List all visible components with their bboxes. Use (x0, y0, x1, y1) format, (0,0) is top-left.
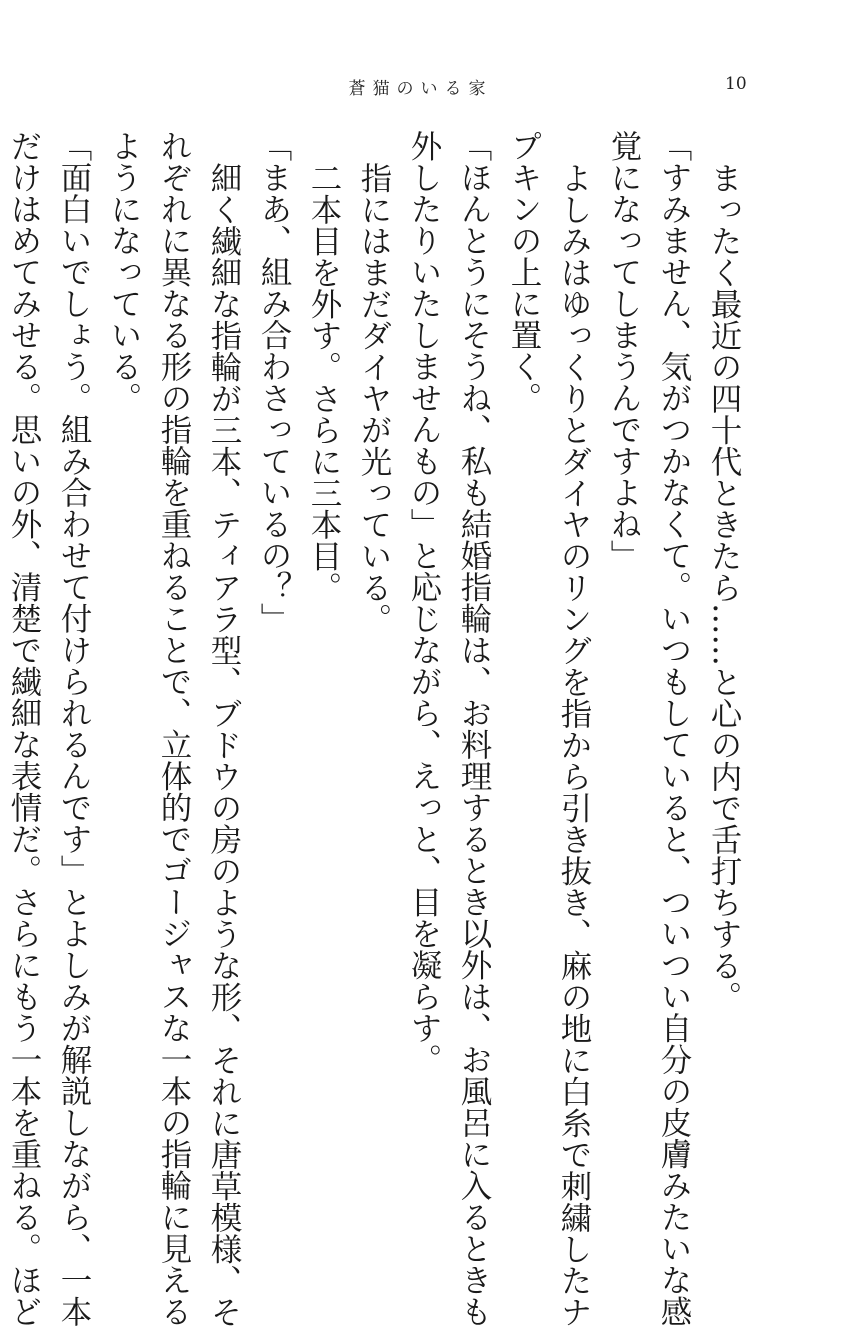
paragraph-1: まったく最近の四十代ときたら……と心の内で舌打ちする。 (706, 161, 742, 1012)
paragraph-7: 外したりいたしませんもの」と応じながら、えっと、目を凝らす。 (406, 130, 442, 1075)
paragraph-4: よしみはゆっくりとダイヤのリングを指から引き抜き、麻の地に白糸で刺繍したナ (556, 161, 592, 1327)
paragraph-2: 「すみません、気がつかなくて。いつもしていると、ついつい自分の皮膚みたいな感 (656, 130, 692, 1327)
paragraph-5: プキンの上に置く。 (506, 130, 542, 414)
paragraph-11: 細く繊細な指輪が三本、ティアラ型、ブドウの房のような形、それに唐草模様、そ (206, 161, 242, 1327)
page-number: 10 (725, 74, 747, 94)
paragraph-15: だけはめてみせる。思いの外、清楚で繊細な表情だ。さらにもう一本を重ねる。ほど (6, 130, 42, 1327)
paragraph-8: 指にはまだダイヤが光っている。 (356, 161, 392, 634)
paragraph-10: 「まあ、組み合わさっているの？」 (256, 130, 292, 634)
paragraph-13: ようになっている。 (106, 130, 142, 414)
paragraph-14: 「面白いでしょう。組み合わせて付けられるんです」とよしみが解説しながら、一本 (56, 130, 92, 1327)
paragraph-9: 二本目を外す。さらに三本目。 (306, 161, 342, 603)
vertical-text-body (0, 130, 749, 1327)
paragraph-6: 「ほんとうにそうね、私も結婚指輪は、お料理するとき以外は、お風呂に入るときも (456, 130, 492, 1327)
paragraph-12: れぞれに異なる形の指輪を重ねることで、立体的でゴージャスな一本の指輪に見える (156, 130, 192, 1327)
running-header-title: 蒼猫のいる家 (348, 79, 493, 99)
paragraph-3: 覚になってしまうんですよね」 (606, 130, 642, 571)
